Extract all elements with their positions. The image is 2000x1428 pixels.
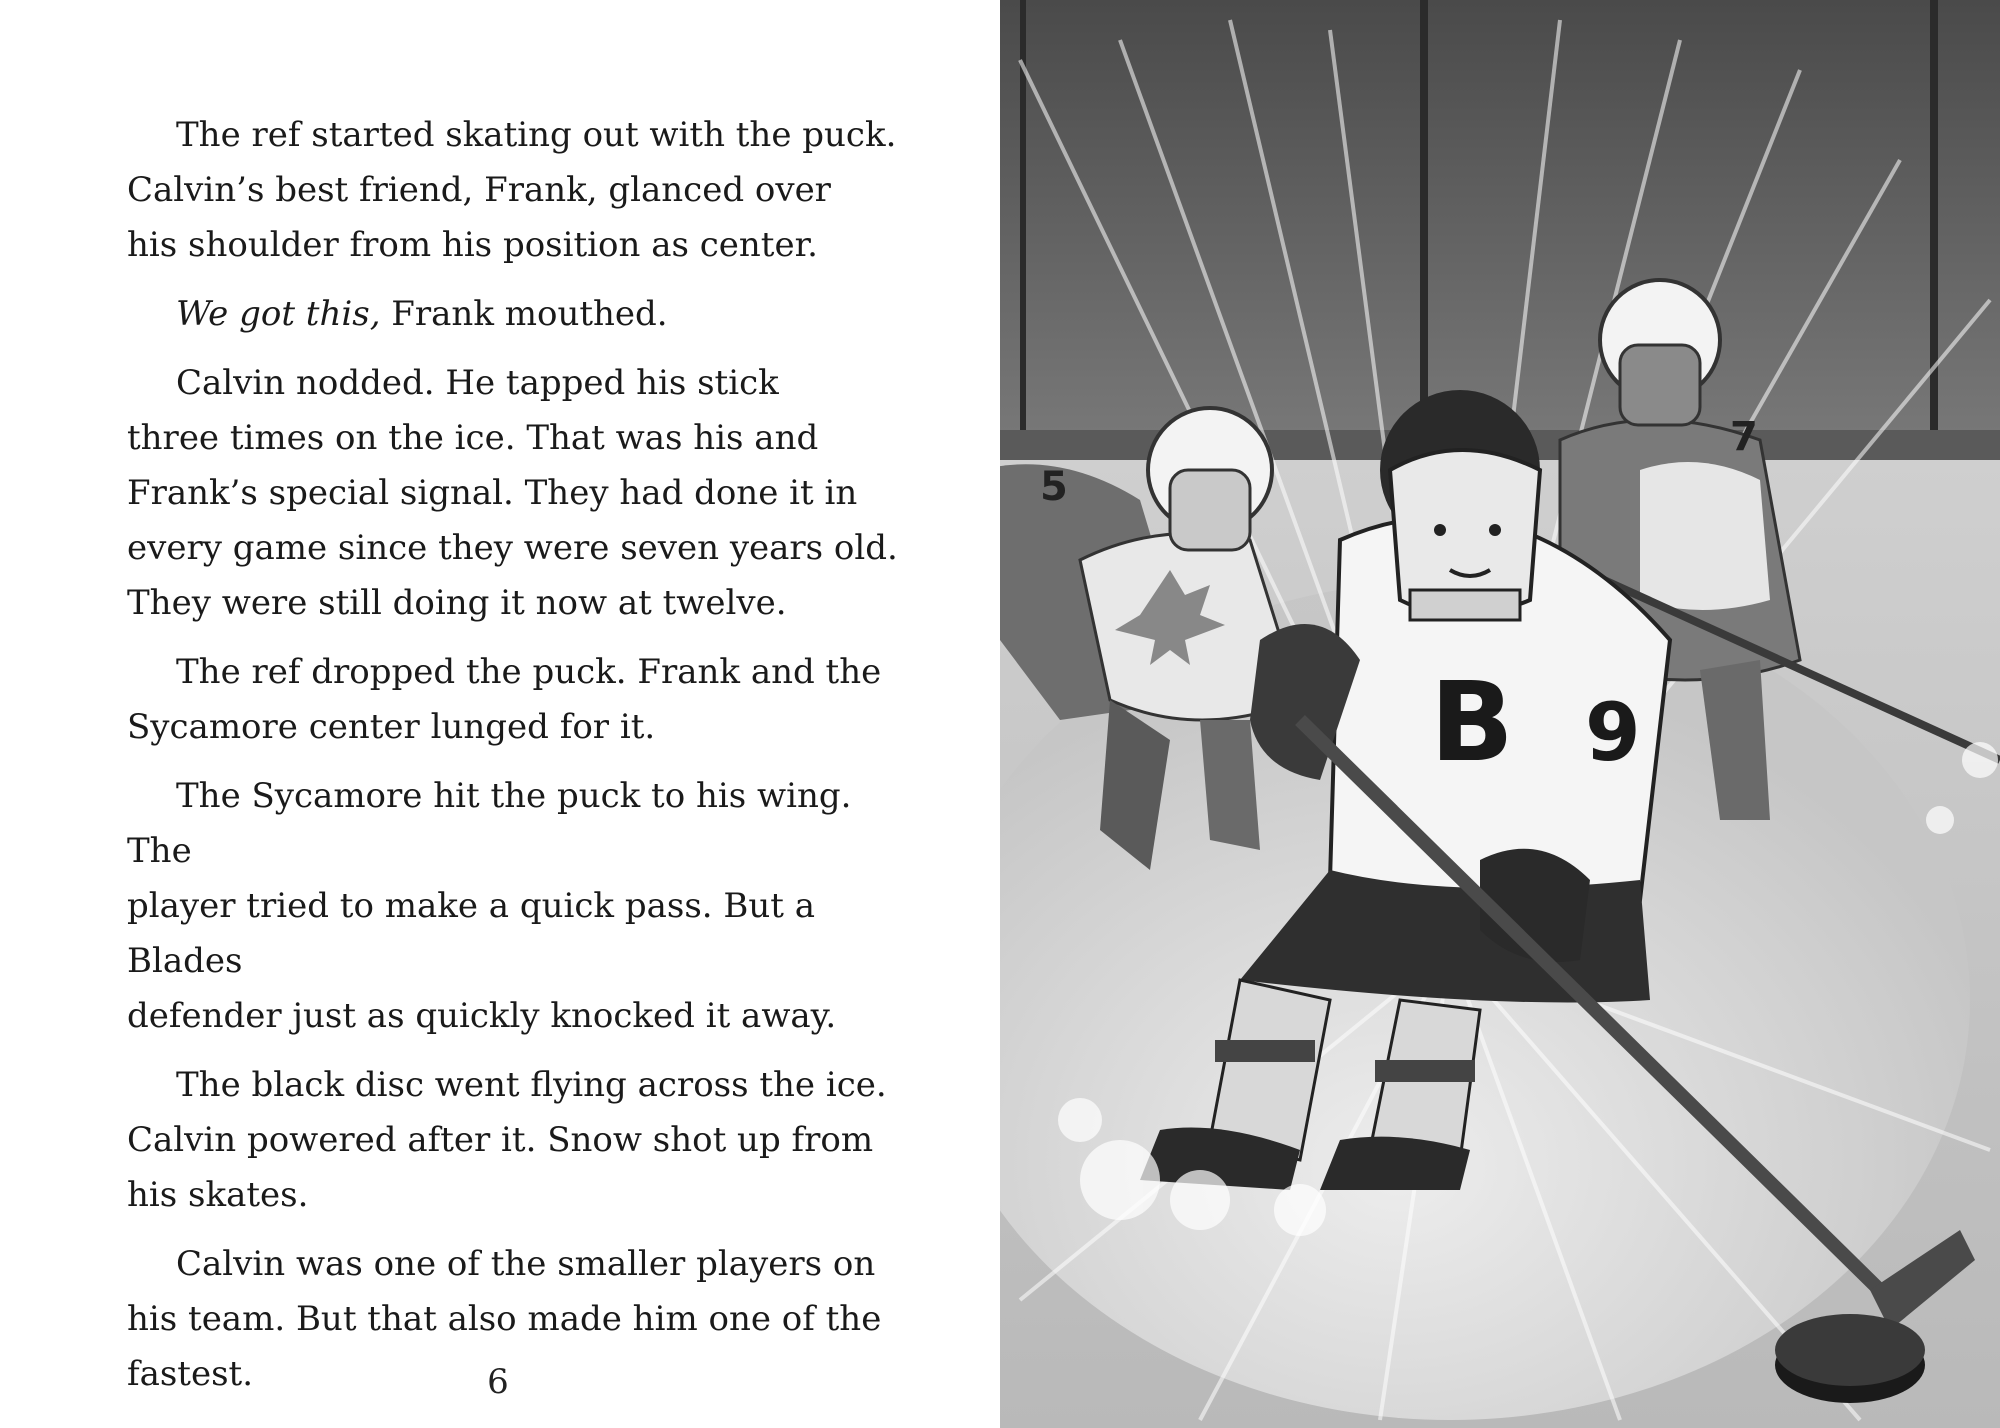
text-line: fastest. [127, 1354, 254, 1394]
paragraph-4 [127, 645, 907, 755]
arena-glass [1000, 0, 2000, 460]
left-player-number: 5 [1040, 464, 1068, 510]
jersey-letter: B [1430, 658, 1514, 786]
paragraph-1 [127, 108, 907, 273]
hockey-illustration [1000, 0, 2000, 1428]
text-line: his shoulder from his position as center. [127, 225, 818, 265]
paragraph-7 [127, 1237, 907, 1402]
text-line: Frank mouthed. [380, 294, 668, 334]
text-line: every game since they were seven years old. [127, 528, 898, 568]
text-line: Sycamore center lunged for it. [127, 707, 656, 747]
text-line: three times on the ice. That was his and [127, 418, 819, 458]
paragraph-6 [127, 1058, 907, 1223]
italic-thought: We got this, [176, 294, 381, 334]
jersey-number: 9 [1585, 686, 1641, 779]
text-line: defender just as quickly knocked it away. [127, 996, 837, 1036]
text-line: his team. But that also made him one of the [127, 1299, 882, 1339]
text-line: Calvin powered after it. Snow shot up from [127, 1120, 874, 1160]
text-line: Calvin nodded. He tapped his stick [176, 363, 779, 403]
paragraph-3 [127, 356, 907, 631]
text-line: The black disc went flying across the ice. [176, 1065, 887, 1105]
text-line: The ref started skating out with the puck. [176, 115, 897, 155]
text-line: his skates. [127, 1175, 309, 1215]
right-player-number: 7 [1730, 414, 1758, 460]
text-line: The Sycamore hit the puck to his wing. The [127, 776, 852, 871]
paragraph-2 [127, 287, 907, 342]
text-line: player tried to make a quick pass. But a Blades [127, 886, 816, 981]
text-line: The ref dropped the puck. Frank and the [176, 652, 882, 692]
text-line: They were still doing it now at twelve. [127, 583, 787, 623]
page-number: 6 [487, 1362, 509, 1402]
paragraph-5 [127, 769, 907, 1044]
text-line: Calvin was one of the smaller players on [176, 1244, 876, 1284]
text-line: Calvin’s best friend, Frank, glanced over [127, 170, 831, 210]
hockey-puck [1775, 1314, 1925, 1403]
text-line: Frank’s special signal. They had done it in [127, 473, 858, 513]
story-text [127, 108, 907, 1416]
hockey-scene-image [1000, 0, 2000, 1428]
